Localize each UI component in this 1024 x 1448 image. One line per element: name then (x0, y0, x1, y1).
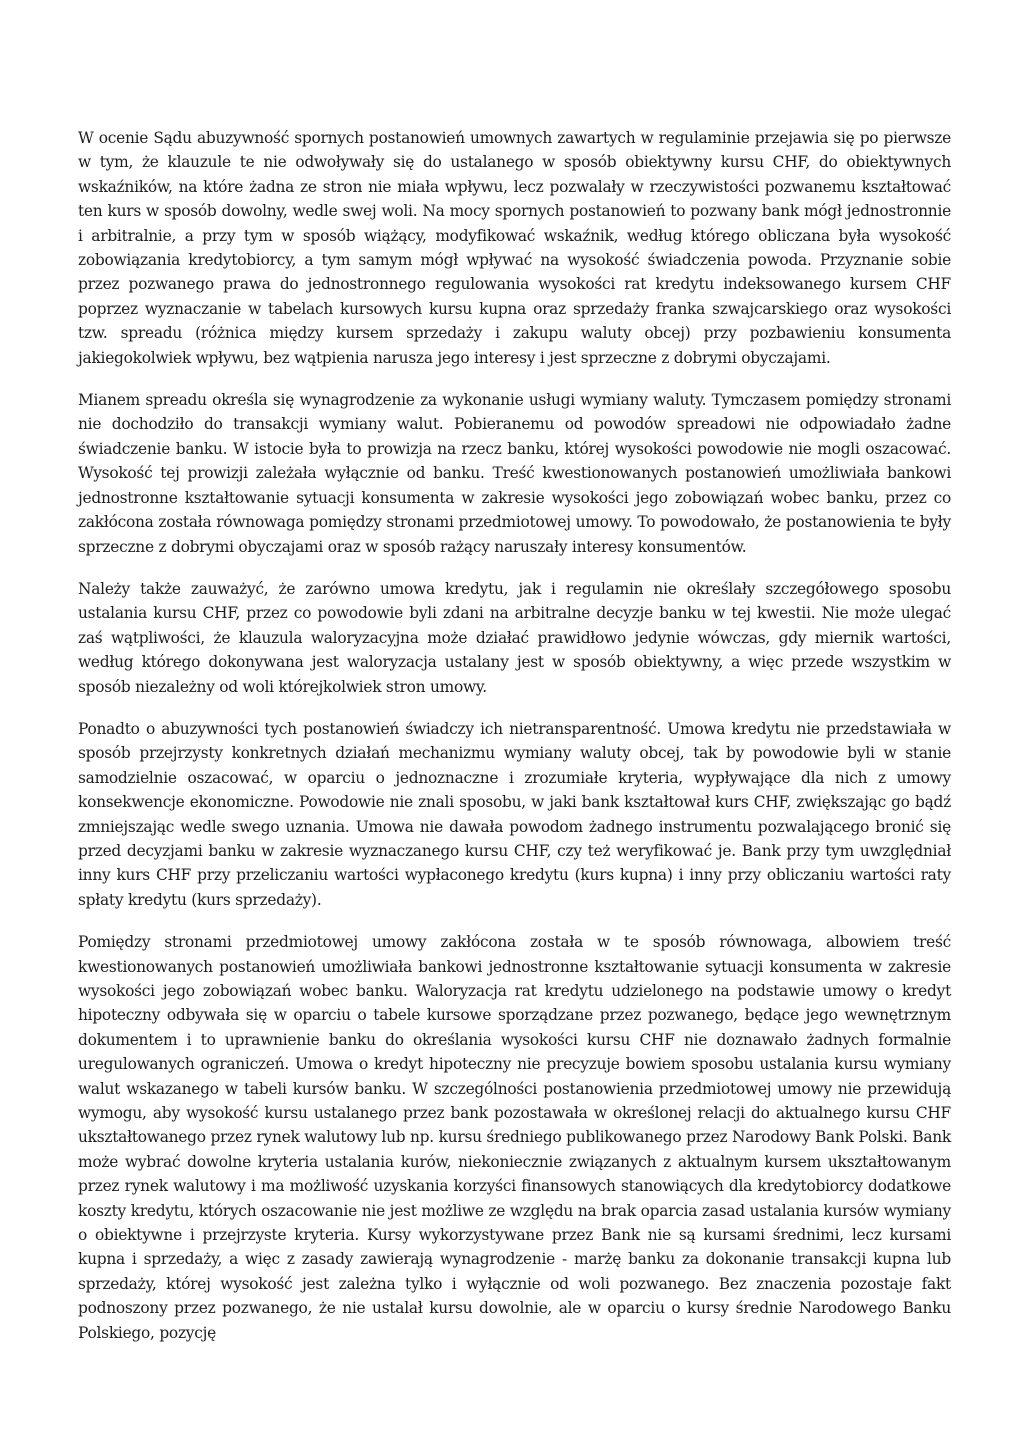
paragraph-4: Ponadto o abuzywności tych postanowień świadczy ich nietransparentność. Umowa kredytu nie przedstawiała w sposób przejrzysty konkretnych działań mechanizmu wymiany waluty obcej, tak by powodowie byli w stanie samodzielnie oszacować, w oparciu o jednoznaczne i zrozumiałe kryteria, wypływające dla nich z umowy konsekwencje ekonomiczne. Powodowie nie znali sposobu, w jaki bank kształtował kurs CHF, zwiększając go bądź zmniejszając wedle swego uznania. Umowa nie dawała powodom żadnego instrumentu pozwalającego bronić się przed decyzjami banku w zakresie wyznaczanego kursu CHF, czy też weryfikować je. Bank przy tym uwzględniał inny kurs CHF przy przeliczaniu wartości wypłaconego kredytu (kurs kupna) i inny przy obliczaniu wartości raty spłaty kredytu (kurs sprzedaży). (78, 719, 951, 909)
document-page (78, 126, 951, 1363)
paragraph-3: Należy także zauważyć, że zarówno umowa kredytu, jak i regulamin nie określały szczegółowego sposobu ustalania kursu CHF, przez co powodowie byli zdani na arbitralne decyzje banku w tej kwestii. Nie może ulegać zaś wątpliwości, że klauzula waloryzacyjna może działać prawidłowo jedynie wówczas, gdy miernik wartości, według którego dokonywana jest waloryzacja ustalany jest w sposób obiektywny, a więc przede wszystkim w sposób niezależny od woli którejkolwiek stron umowy. (78, 579, 951, 696)
paragraph-5: Pomiędzy stronami przedmiotowej umowy zakłócona została w te sposób równowaga, albowiem treść kwestionowanych postanowień umożliwiała bankowi jednostronne kształtowanie sytuacji konsumenta w zakresie wysokości jego zobowiązań wobec banku. Waloryzacja rat kredytu udzielonego na podstawie umowy o kredyt hipoteczny odbywała się w oparciu o tabele kursowe sporządzane przez pozwanego, będące jego wewnętrznym dokumentem i to uprawnienie banku do określania wysokości kursu CHF nie doznawało żadnych formalnie uregulowanych ograniczeń. Umowa o kredyt hipoteczny nie precyzuje bowiem sposobu ustalania kursu wymiany walut wskazanego w tabeli kursów banku. W szczególności postanowienia przedmiotowej umowy nie przewidują wymogu, aby wysokość kursu ustalanego przez bank pozostawała w określonej relacji do aktualnego kursu CHF ukształtowanego przez rynek walutowy lub np. kursu średniego publikowanego przez Narodowy Bank Polski. Bank może wybrać dowolne kryteria ustalania kurów, niekoniecznie związanych z aktualnym kursem ukształtowanym przez rynek walutowy i ma możliwość uzyskania korzyści finansowych stanowiących dla kredytobiorcy dodatkowe koszty kredytu, których oszacowanie nie jest możliwe ze względu na brak oparcia zasad ustalania kursów wymiany o obiektywne i przejrzyste kryteria. Kursy wykorzystywane przez Bank nie są kursami średnimi, lecz kursami kupna i sprzedaży, a więc z zasady zawierają wynagrodzenie - marżę banku za dokonanie transakcji kupna lub sprzedaży, której wysokość jest zależna tylko i wyłącznie od woli pozwanego. Bez znaczenia pozostaje fakt podnoszony przez pozwanego, że nie ustalał kursu dowolnie, ale w oparciu o kursy średnie Narodowego Banku Polskiego, pozycję (78, 933, 951, 1342)
paragraph-1: W ocenie Sądu abuzywność spornych postanowień umownych zawartych w regulaminie przejawia się po pierwsze w tym, że klauzule te nie odwoływały się do ustalanego w sposób obiektywny kursu CHF, do obiektywnych wskaźników, na które żadna ze stron nie miała wpływu, lecz pozwalały w rzeczywistości pozwanemu kształtować ten kurs w sposób dowolny, wedle swej woli. Na mocy spornych postanowień to pozwany bank mógł jednostronnie i arbitralnie, a przy tym w sposób wiążący, modyfikować wskaźnik, według którego obliczana była wysokość zobowiązania kredytobiorcy, a tym samym mógł wpływać na wysokość świadczenia powoda. Przyznanie sobie przez pozwanego prawa do jednostronnego regulowania wysokości rat kredytu indeksowanego kursem CHF poprzez wyznaczanie w tabelach kursowych kursu kupna oraz sprzedaży franka szwajcarskiego oraz wysokości tzw. spreadu (różnica między kursem sprzedaży i zakupu waluty obcej) przy pozbawieniu konsumenta jakiegokolwiek wpływu, bez wątpienia narusza jego interesy i jest sprzeczne z dobrymi obyczajami. (78, 129, 951, 367)
paragraph-2: Mianem spreadu określa się wynagrodzenie za wykonanie usługi wymiany waluty. Tymczasem pomiędzy stronami nie dochodziło do transakcji wymiany walut. Pobieranemu od powodów spreadowi nie odpowiadało żadne świadczenie banku. W istocie była to prowizja na rzecz banku, której wysokości powodowie nie mogli oszacować. Wysokość tej prowizji zależała wyłącznie od banku. Treść kwestionowanych postanowień umożliwiała bankowi jednostronne kształtowanie sytuacji konsumenta w zakresie wysokości jego zobowiązań wobec banku, przez co zakłócona została równowaga pomiędzy stronami przedmiotowej umowy. To powodowało, że postanowienia te były sprzeczne z dobrymi obyczajami oraz w sposób rażący naruszały interesy konsumentów. (78, 391, 951, 556)
